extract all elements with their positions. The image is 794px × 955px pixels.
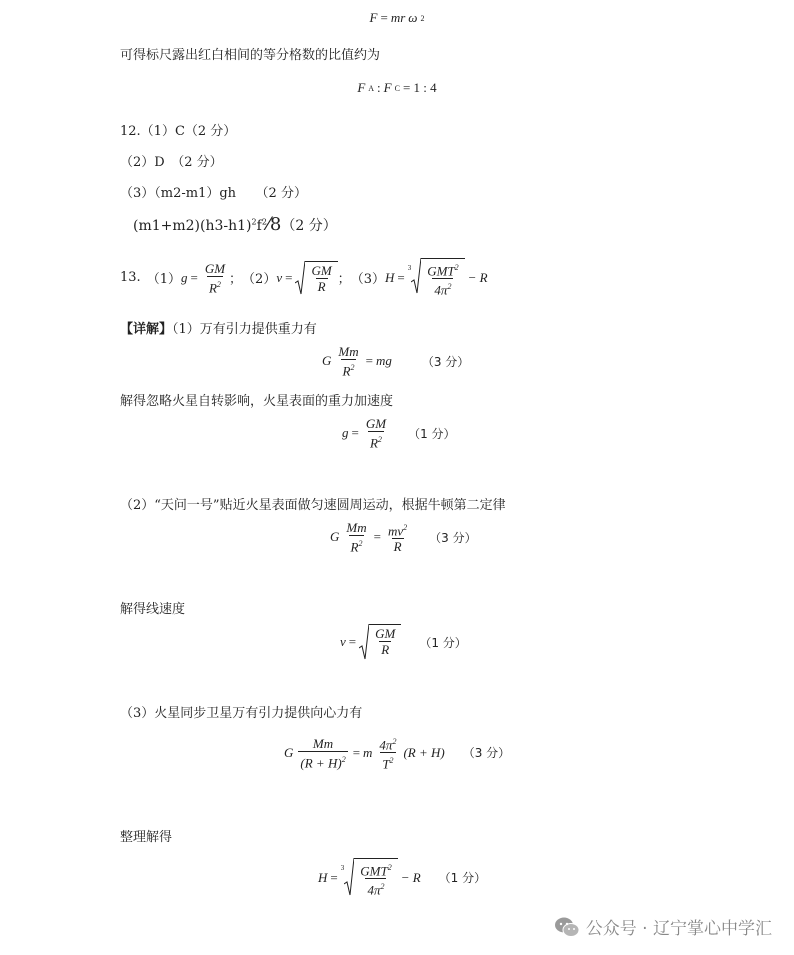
sym-sup: 2 [420, 13, 425, 23]
score-eq1: （3 分） [421, 354, 470, 369]
sym-mr: mr [390, 10, 406, 25]
sym-colon: : [377, 80, 381, 95]
detail-label: 【详解】 [120, 322, 173, 337]
frac-num: GMT$^2$ [427, 263, 459, 279]
sym-H: H [384, 269, 395, 285]
q12-expr: (m1+m2)(h3-h1) [133, 218, 252, 234]
q12-line4 [133, 214, 337, 235]
sym-v: v [276, 269, 283, 285]
sym-m: m [363, 744, 373, 760]
frac-den: $T^2$ [380, 752, 395, 771]
den-sup: 2 [216, 279, 221, 289]
sym-FC: F [383, 80, 392, 95]
sub-C: C [394, 83, 400, 93]
sym-F: F [369, 10, 378, 25]
semicolon-1: ； [229, 272, 243, 288]
root-index: 3 [340, 864, 345, 872]
q12-line2: （2）D （2 分） [120, 155, 223, 170]
frac-num: Mm [346, 520, 367, 535]
sym-eq: = [285, 269, 293, 285]
sub-A: A [368, 83, 375, 93]
minus-R: − R [467, 269, 488, 285]
text-ratio: 可得标尺露出红白相间的等分格数的比值约为 [120, 48, 381, 63]
q12-over8: ⁄8 [266, 214, 282, 235]
sym-G: G [284, 744, 294, 760]
q12-score: （2 分） [281, 218, 337, 234]
root-index: 3 [407, 264, 412, 272]
sym-equals: = [380, 10, 388, 25]
sym-g: g [180, 269, 188, 285]
radical-icon [344, 858, 354, 896]
sym-v: v [340, 634, 346, 649]
q12-f: f [256, 218, 262, 234]
sym-FA: F [357, 80, 366, 95]
frac-num: GM [204, 260, 226, 276]
frac-num: $mv^2$ [387, 523, 408, 539]
q12-exp1: 2 [251, 217, 257, 227]
q13-part2: （2） [242, 272, 277, 288]
frac-num: Mm [338, 344, 359, 359]
eq-surface-gravity [342, 416, 456, 450]
eq-height [318, 858, 486, 898]
sym-G: G [322, 353, 332, 369]
sym-eq: = [351, 425, 359, 441]
sym-g: g [342, 425, 349, 441]
score-eq3: （3 分） [429, 530, 477, 545]
score-eq4: （1 分） [419, 635, 467, 650]
detail-s2: 解得忽略火星自转影响，火星表面的重力加速度 [120, 394, 394, 409]
frac-num: $4\pi^2$ [379, 737, 397, 753]
frac-den: R [393, 539, 402, 555]
sym-mg: mg [375, 353, 392, 369]
eq-centripetal-satellite [284, 734, 510, 772]
den-R: R [208, 279, 217, 295]
sym-omega: ω [408, 10, 418, 25]
eq-ratio [0, 80, 794, 96]
eq-centripetal [0, 10, 794, 26]
sym-H: H [318, 869, 328, 885]
frac-num: Mm [312, 735, 334, 751]
watermark [554, 914, 772, 939]
score-eq6: （1 分） [438, 871, 487, 886]
frac-num: GM [365, 416, 387, 431]
cbrt-GMT2-4pi2 [341, 858, 398, 898]
paren-RH: (R + H) [403, 744, 445, 760]
detail-s3: （2）“天问一号”贴近火星表面做匀速圆周运动，根据牛顿第二定律 [120, 498, 506, 513]
minus-R: − R [400, 869, 421, 885]
frac-den: $R^2$ [349, 535, 365, 554]
sym-eq: = [365, 353, 373, 369]
sym-eq: = [373, 529, 381, 545]
frac-den: $4\pi^2$ [365, 878, 386, 897]
radical-icon [411, 258, 421, 294]
q12-line1: 12.（1）C（2 分） [120, 124, 237, 139]
q12-exp2: 2 [261, 217, 267, 227]
sym-G: G [330, 529, 340, 545]
detail-line1 [120, 318, 317, 337]
frac-num: GM [311, 262, 332, 278]
sym-eq: = [397, 269, 405, 285]
ratio-value: = 1 : 4 [402, 80, 437, 95]
frac-den: R [381, 642, 390, 657]
eq-velocity [340, 624, 467, 660]
sym-eq: = [352, 744, 361, 760]
eq-gravity-weight [322, 344, 469, 378]
detail-s6: 整理解得 [120, 830, 173, 845]
sqrt-GM-R [359, 624, 401, 660]
q13-number: 13. [120, 270, 141, 286]
frac-num: GMT$^2$ [360, 863, 392, 879]
wechat-icon [554, 916, 580, 938]
sqrt-GM-R [295, 261, 337, 295]
cbrt-GMT2-4pi2 [408, 258, 465, 298]
q13-answers [120, 258, 488, 298]
detail-s1: （1）万有引力提供重力有 [172, 322, 317, 337]
semicolon-2: ； [337, 272, 351, 288]
radical-icon [359, 624, 369, 660]
frac-den: $(R + H)^2$ [298, 751, 347, 770]
sym-eq: = [190, 269, 198, 285]
sym-eq: = [330, 869, 338, 885]
frac-den: R [317, 278, 326, 294]
eq-newton-second [330, 520, 477, 554]
q12-line3: （3）（m2-m1）gh （2 分） [120, 186, 307, 201]
q13-part3: （3） [350, 272, 385, 288]
detail-s4: 解得线速度 [120, 602, 186, 617]
detail-s5: （3）火星同步卫星万有引力提供向心力有 [120, 706, 363, 721]
frac-den: $R^2$ [341, 359, 357, 378]
frac-num: GM [375, 626, 396, 641]
q13-part1: （1） [146, 272, 181, 288]
frac-den [207, 276, 223, 295]
frac-den: $R^2$ [368, 431, 384, 450]
score-eq2: （1 分） [408, 426, 456, 441]
radical-icon [295, 261, 305, 295]
sym-eq: = [348, 634, 357, 649]
frac-GM-R2 [203, 261, 227, 295]
frac-den: $4\pi^2$ [432, 278, 453, 297]
score-eq5: （3 分） [462, 746, 511, 761]
watermark-text: 公众号 · 辽宁掌心中学汇 [585, 919, 772, 939]
